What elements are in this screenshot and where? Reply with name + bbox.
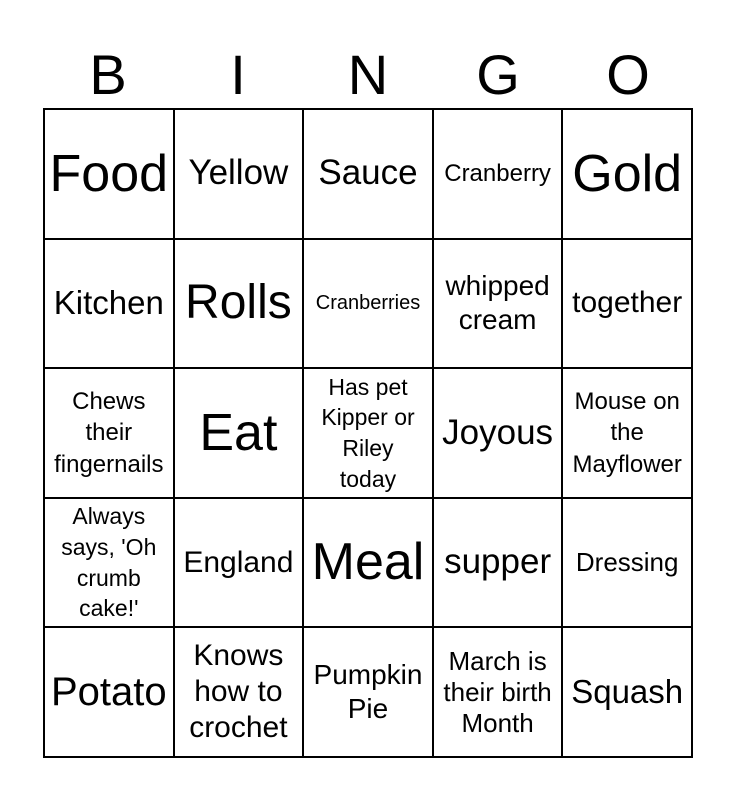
header-letter-i: I xyxy=(230,43,246,106)
bingo-cell[interactable] xyxy=(562,109,692,239)
bingo-cell[interactable] xyxy=(433,109,563,239)
bingo-cell[interactable] xyxy=(562,627,692,757)
bingo-cell[interactable] xyxy=(303,368,433,498)
cell-text: England xyxy=(183,545,294,579)
cell-text: March is their birth Month xyxy=(443,646,552,738)
bingo-cell[interactable] xyxy=(433,368,563,498)
cell-text: Sauce xyxy=(318,153,418,193)
cell-text: Cranberry xyxy=(444,160,551,188)
cell-text: whipped cream xyxy=(445,270,550,336)
cell-text: Squash xyxy=(571,672,684,710)
cell-text: Chews their fingernails xyxy=(54,388,164,478)
cell-text: Knows how to crochet xyxy=(189,639,288,745)
header-letter-g: G xyxy=(476,43,520,106)
cell-text: Rolls xyxy=(185,276,292,330)
bingo-cell[interactable] xyxy=(303,239,433,369)
bingo-grid xyxy=(43,108,693,758)
bingo-cell[interactable] xyxy=(44,498,174,628)
bingo-cell[interactable] xyxy=(174,627,304,757)
bingo-cell[interactable] xyxy=(44,109,174,239)
cell-text: Meal xyxy=(311,533,425,592)
cell-text: Kitchen xyxy=(53,284,164,322)
bingo-cell[interactable] xyxy=(303,627,433,757)
cell-text: Food xyxy=(49,144,169,203)
header-letter-b: B xyxy=(89,43,127,106)
bingo-cell[interactable] xyxy=(433,239,563,369)
bingo-cell[interactable] xyxy=(562,239,692,369)
bingo-cell[interactable] xyxy=(174,368,304,498)
cell-text: Always says, 'Oh crumb cake!' xyxy=(61,503,157,622)
bingo-cell[interactable] xyxy=(562,498,692,628)
bingo-cell[interactable] xyxy=(562,368,692,498)
bingo-cell[interactable] xyxy=(44,627,174,757)
bingo-cell[interactable] xyxy=(433,498,563,628)
cell-text: Gold xyxy=(572,144,683,203)
bingo-header xyxy=(43,42,693,108)
cell-text: Mouse on the Mayflower xyxy=(572,388,682,478)
bingo-cell[interactable] xyxy=(174,109,304,239)
bingo-cell[interactable] xyxy=(174,239,304,369)
cell-text: Yellow xyxy=(188,153,289,193)
bingo-cell[interactable] xyxy=(303,498,433,628)
bingo-cell[interactable] xyxy=(174,498,304,628)
cell-text: Eat xyxy=(199,403,278,462)
cell-text: together xyxy=(572,286,683,320)
cell-text: Potato xyxy=(50,670,167,715)
bingo-cell[interactable] xyxy=(44,368,174,498)
cell-text: supper xyxy=(444,542,552,582)
cell-text: Pumpkin Pie xyxy=(313,659,423,725)
bingo-cell[interactable] xyxy=(44,239,174,369)
cell-text: Joyous xyxy=(442,412,554,452)
bingo-cell[interactable] xyxy=(303,109,433,239)
bingo-cell[interactable] xyxy=(433,627,563,757)
cell-text: Dressing xyxy=(575,547,679,578)
header-letter-o: O xyxy=(606,43,650,106)
cell-text: Has pet Kipper or Riley today xyxy=(321,373,415,492)
header-letter-n: N xyxy=(347,43,389,106)
cell-text: Cranberries xyxy=(315,292,421,315)
